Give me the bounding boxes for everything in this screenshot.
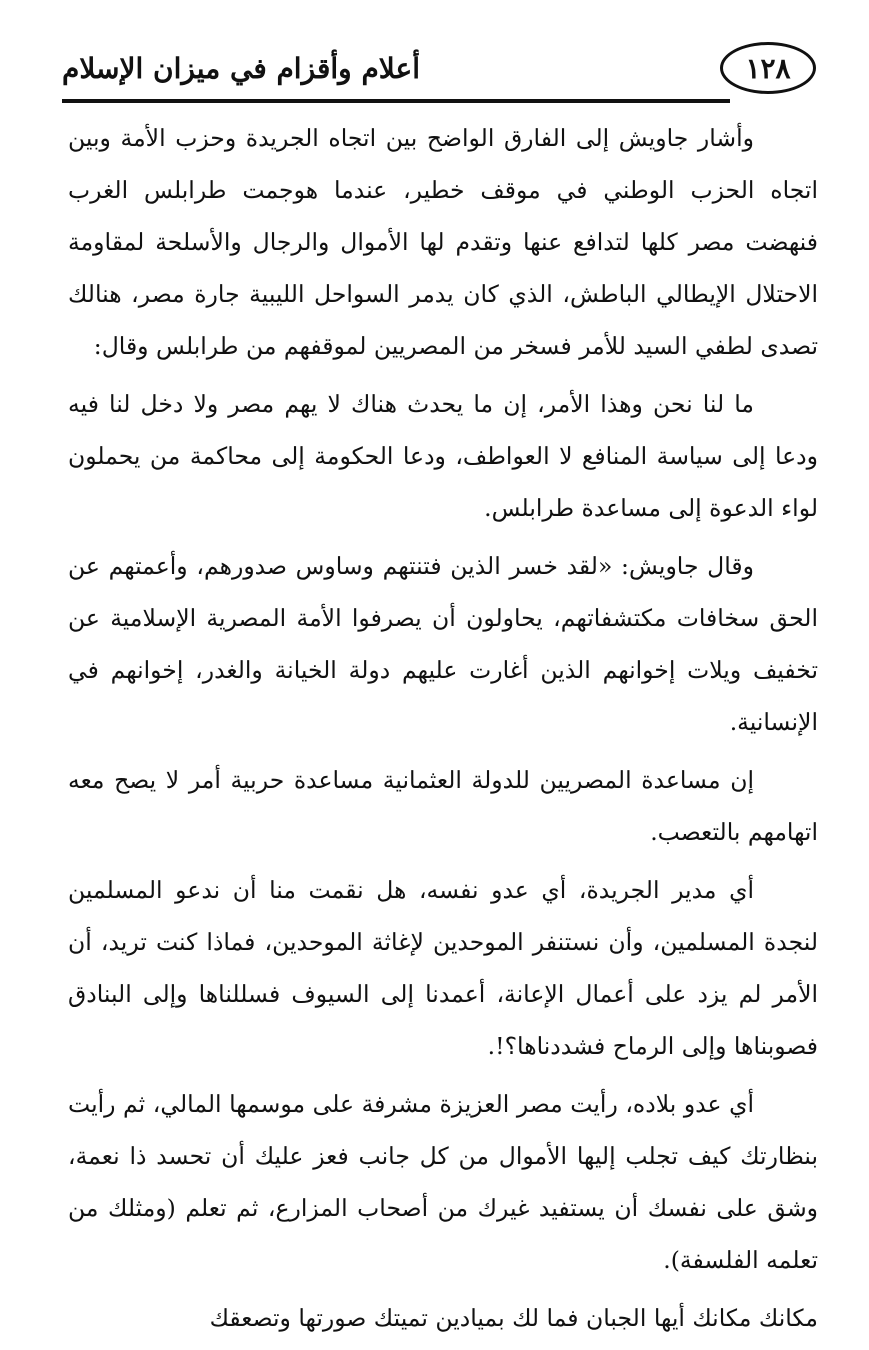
paragraph: وقال جاويش: «لقد خسر الذين فتنتهم وساوس صدورهم، وأعمتهم عن الحق سخافات مكتشفاتهم، يحاولون أن يصرفوا الأمة المصرية الإسلامية عن تخفيف ويلات إخوانهم الذين أغارت عليهم دولة الخيانة والغدر، إخوانهم في الإنسانية. [68, 552, 818, 736]
paragraph: وأشار جاويش إلى الفارق الواضح بين اتجاه الجريدة وحزب الأمة وبين اتجاه الحزب الوطني في موقف خطير، عندما هوجمت طرابلس الغرب فنهضت مصر كلها لتدافع عنها وتقدم لها الأموال والرجال والأسلحة لمقاومة الاحتلال الإيطالي الباطش، الذي كان يدمر السواحل الليبية جارة مصر، هنالك تصدى لطفي السيد للأمر فسخر من المصريين لموقفهم من طرابلس وقال: [68, 124, 818, 360]
body-text [68, 112, 818, 1350]
paragraph: مكانك مكانك أيها الجبان فما لك بميادين تميتك صورتها وتصعقك [209, 1304, 818, 1332]
paragraph: إن مساعدة المصريين للدولة العثمانية مساعدة حربية أمر لا يصح معه اتهامهم بالتعصب. [68, 766, 818, 846]
page-header [62, 38, 816, 104]
paragraph: أي عدو بلاده، رأيت مصر العزيزة مشرفة على موسمها المالي، ثم رأيت بنظارتك كيف تجلب إليها الأموال من كل جانب فعز عليك أن تحسد ذا نعمة، وشق على نفسك أن يستفيد غيرك من أصحاب المزارع، ثم تعلم (ومثلك من تعلمه الفلسفة). [68, 1090, 818, 1274]
header-rule [62, 99, 730, 102]
page-number: ١٢٨ [720, 42, 816, 94]
paragraph: أي مدير الجريدة، أي عدو نفسه، هل نقمت منا أن ندعو المسلمين لنجدة المسلمين، وأن نستنفر الموحدين لإغاثة الموحدين، فماذا كنت تريد، أن الأمر لم يزد على أعمال الإعانة، أعمدنا إلى السيوف فسللناها وإلى البنادق فصوبناها وإلى الرماح فشددناها؟!. [68, 876, 818, 1060]
paragraph: ما لنا نحن وهذا الأمر، إن ما يحدث هناك لا يهم مصر ولا دخل لنا فيه ودعا إلى سياسة المنافع لا العواطف، ودعا الحكومة إلى محاكمة من يحملون لواء الدعوة إلى مساعدة طرابلس. [68, 390, 818, 522]
running-title: أعلام وأقزام في ميزان الإسلام [62, 52, 420, 85]
